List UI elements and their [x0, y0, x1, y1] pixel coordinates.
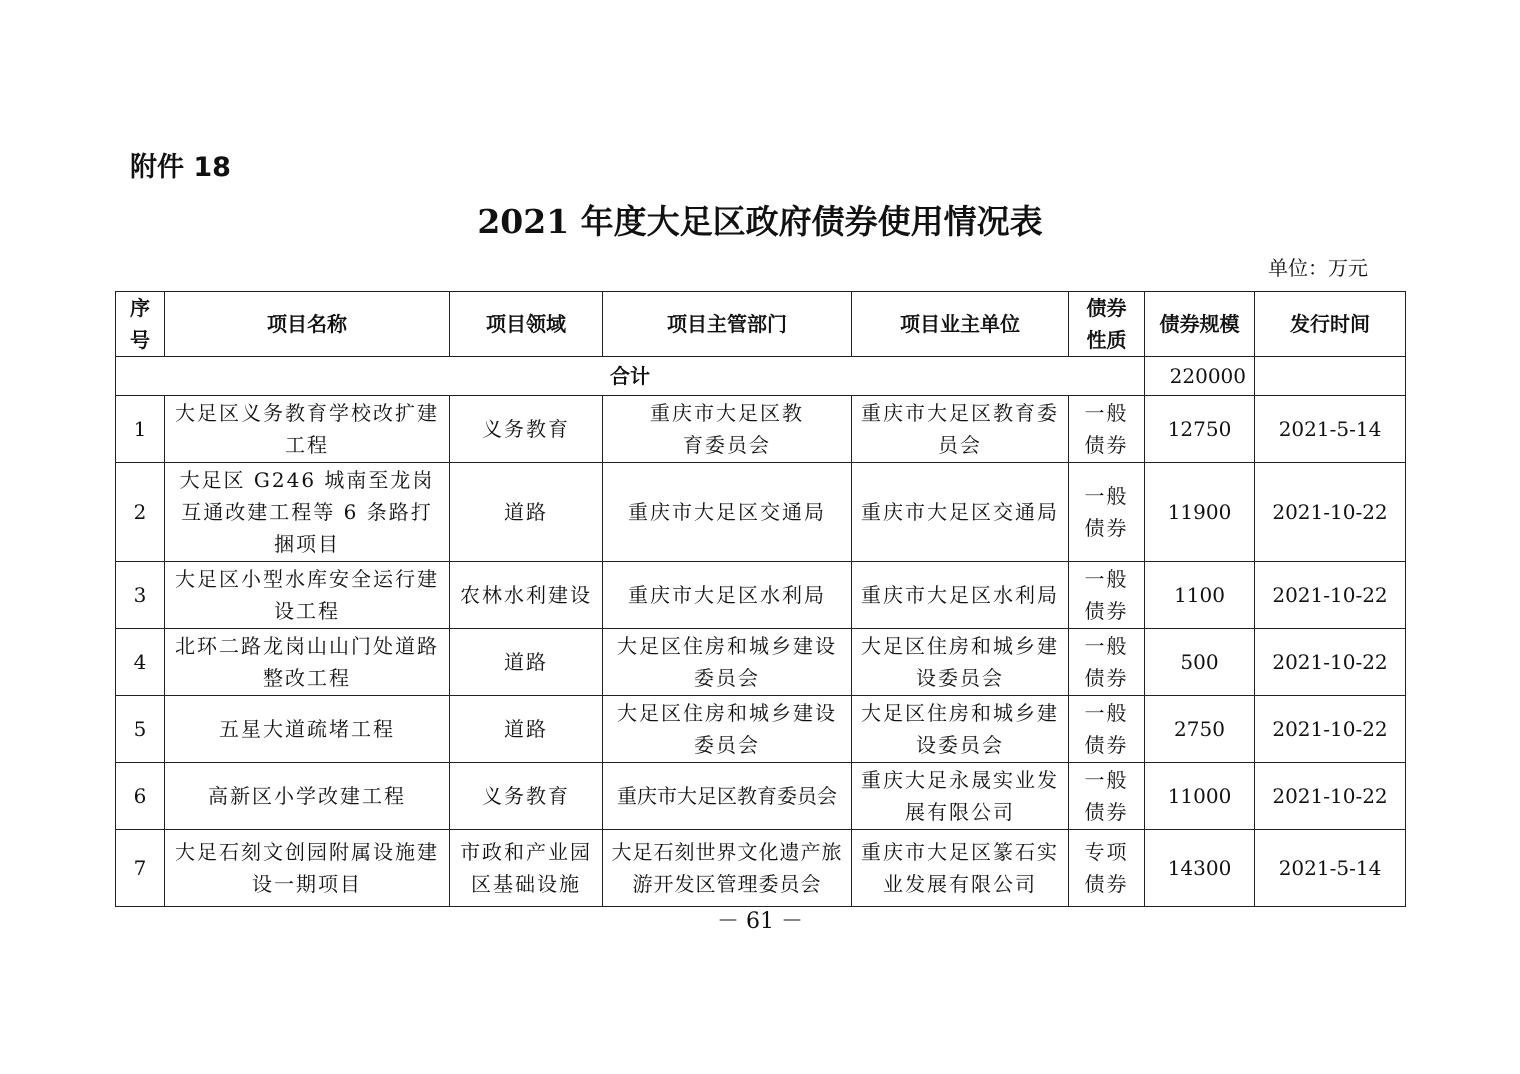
- cell-domain: 义务教育: [450, 763, 603, 830]
- cell-domain: 义务教育: [450, 396, 603, 463]
- cell-name: 大足区 G246 城南至龙岗互通改建工程等 6 条路打捆项目: [165, 463, 450, 562]
- cell-nature: 一般债券: [1069, 763, 1145, 830]
- table-row: [116, 696, 1406, 763]
- cell-scale: 11900: [1145, 463, 1255, 562]
- cell-owner: 重庆大足永晟实业发展有限公司: [852, 763, 1069, 830]
- cell-name: 高新区小学改建工程: [165, 763, 450, 830]
- cell-seq: 3: [116, 562, 165, 629]
- table-row: [116, 830, 1406, 907]
- cell-name: 五星大道疏堵工程: [165, 696, 450, 763]
- total-row: [116, 357, 1406, 396]
- cell-dept: 重庆市大足区水利局: [603, 562, 852, 629]
- cell-domain: 市政和产业园区基础设施: [450, 830, 603, 907]
- cell-seq: 5: [116, 696, 165, 763]
- cell-seq: 4: [116, 629, 165, 696]
- header-nature: 债券性质: [1069, 292, 1145, 357]
- cell-dept: 大足区住房和城乡建设委员会: [603, 696, 852, 763]
- cell-owner: 重庆市大足区教育委员会: [852, 396, 1069, 463]
- cell-domain: 道路: [450, 696, 603, 763]
- header-scale: 债券规模: [1145, 292, 1255, 357]
- header-row: [116, 292, 1406, 357]
- cell-seq: 7: [116, 830, 165, 907]
- table-row: [116, 562, 1406, 629]
- cell-domain: 道路: [450, 629, 603, 696]
- cell-scale: 14300: [1145, 830, 1255, 907]
- table-row: [116, 763, 1406, 830]
- header-owner: 项目业主单位: [852, 292, 1069, 357]
- cell-owner: 重庆市大足区水利局: [852, 562, 1069, 629]
- table-row: [116, 396, 1406, 463]
- bond-usage-table: [115, 291, 1406, 907]
- cell-nature: 专项债券: [1069, 830, 1145, 907]
- cell-name: 北环二路龙岗山山门处道路整改工程: [165, 629, 450, 696]
- cell-dept: 重庆市大足区教育委员会: [603, 396, 852, 463]
- cell-dept: 大足石刻世界文化遗产旅游开发区管理委员会: [603, 830, 852, 907]
- cell-dept: 重庆市大足区交通局: [603, 463, 852, 562]
- unit-label: 单位：万元: [1268, 256, 1368, 280]
- cell-scale: 12750: [1145, 396, 1255, 463]
- total-label: 合计: [116, 357, 1145, 396]
- cell-nature: 一般债券: [1069, 396, 1145, 463]
- total-value: 220000: [1145, 357, 1255, 396]
- cell-seq: 2: [116, 463, 165, 562]
- cell-date: 2021-5-14: [1255, 830, 1406, 907]
- cell-date: 2021-5-14: [1255, 396, 1406, 463]
- cell-scale: 2750: [1145, 696, 1255, 763]
- cell-name: 大足石刻文创园附属设施建设一期项目: [165, 830, 450, 907]
- header-date: 发行时间: [1255, 292, 1406, 357]
- cell-owner: 大足区住房和城乡建设委员会: [852, 629, 1069, 696]
- cell-domain: 道路: [450, 463, 603, 562]
- page-number: － 61 －: [717, 909, 803, 934]
- page-title: 2021 年度大足区政府债券使用情况表: [477, 202, 1043, 241]
- cell-date: 2021-10-22: [1255, 763, 1406, 830]
- cell-scale: 500: [1145, 629, 1255, 696]
- header-name: 项目名称: [165, 292, 450, 357]
- attachment-label: 附件 18: [130, 152, 231, 183]
- total-empty-cell: [1255, 357, 1406, 396]
- cell-date: 2021-10-22: [1255, 629, 1406, 696]
- cell-dept: 重庆市大足区教育委员会: [603, 763, 852, 830]
- cell-seq: 6: [116, 763, 165, 830]
- table-row: [116, 463, 1406, 562]
- cell-nature: 一般债券: [1069, 562, 1145, 629]
- header-domain: 项目领域: [450, 292, 603, 357]
- cell-scale: 11000: [1145, 763, 1255, 830]
- cell-date: 2021-10-22: [1255, 562, 1406, 629]
- cell-date: 2021-10-22: [1255, 463, 1406, 562]
- cell-name: 大足区小型水库安全运行建设工程: [165, 562, 450, 629]
- cell-name: 大足区义务教育学校改扩建工程: [165, 396, 450, 463]
- cell-owner: 重庆市大足区篆石实业发展有限公司: [852, 830, 1069, 907]
- cell-date: 2021-10-22: [1255, 696, 1406, 763]
- cell-dept: 大足区住房和城乡建设委员会: [603, 629, 852, 696]
- cell-owner: 重庆市大足区交通局: [852, 463, 1069, 562]
- cell-nature: 一般债券: [1069, 463, 1145, 562]
- table-row: [116, 629, 1406, 696]
- cell-nature: 一般债券: [1069, 696, 1145, 763]
- cell-nature: 一般债券: [1069, 629, 1145, 696]
- cell-scale: 1100: [1145, 562, 1255, 629]
- cell-seq: 1: [116, 396, 165, 463]
- cell-domain: 农林水利建设: [450, 562, 603, 629]
- cell-owner: 大足区住房和城乡建设委员会: [852, 696, 1069, 763]
- header-dept: 项目主管部门: [603, 292, 852, 357]
- header-seq: 序号: [116, 292, 165, 357]
